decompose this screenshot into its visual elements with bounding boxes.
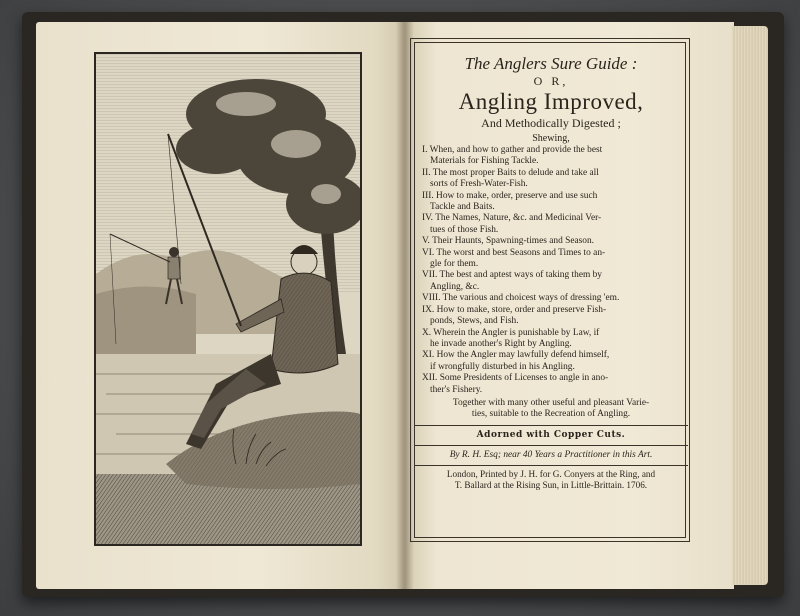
adorned-line: Adorned with Copper Cuts. xyxy=(476,429,626,440)
contents-line: II. The most proper Baits to delude and take all xyxy=(422,167,599,178)
contents-line: IV. The Names, Nature, &c. and Medicinal Ver- xyxy=(422,213,602,224)
contents-line: V. Their Haunts, Spawning-times and Season. xyxy=(422,236,595,247)
title-line: The Anglers Sure Guide : xyxy=(464,54,638,73)
divider xyxy=(414,465,688,466)
imprint-line: T. Ballard at the Rising Sun, in Little-Brittain. 1706. xyxy=(454,480,648,491)
contents-line: Tackle and Baits. xyxy=(430,202,495,213)
contents-line: VI. The worst and best Seasons and Times to an- xyxy=(422,247,606,258)
contents-line: ther's Fishery. xyxy=(430,384,483,395)
contents-line: I. When, and how to gather and provide the best xyxy=(422,145,603,155)
subtitle: And Methodically Digested ; xyxy=(481,116,621,130)
or-line: O R, xyxy=(533,74,569,88)
contents-line: gle for them. xyxy=(430,259,479,270)
contents-line: Angling, &c. xyxy=(430,281,480,292)
divider xyxy=(414,445,688,446)
contents-line: tues of those Fish. xyxy=(430,224,499,235)
contents-line: he invade another's Right by Angling. xyxy=(430,338,572,349)
main-title: Angling Improved, xyxy=(458,89,644,114)
contents-list xyxy=(420,145,682,396)
contents-line: X. Wherein the Angler is punishable by Law, if xyxy=(422,327,600,338)
contents-line: IX. How to make, store, order and preserve Fish- xyxy=(422,304,607,315)
page-edges xyxy=(732,26,768,585)
together-line: ties, suitable to the Recreation of Angling. xyxy=(471,409,631,420)
imprint-line: London, Printed by J. H. for G. Conyers at the Ring, and xyxy=(446,468,656,479)
contents-line: XI. How the Angler may lawfully defend himself, xyxy=(422,350,610,361)
title-page-text xyxy=(420,44,682,492)
contents-line: VII. The best and aptest ways of taking them by xyxy=(422,270,602,281)
contents-line: ponds, Stews, and Fish. xyxy=(430,316,519,327)
contents-line: Materials for Fishing Tackle. xyxy=(430,156,539,167)
contents-line: sorts of Fresh-Water-Fish. xyxy=(430,179,528,190)
contents-line: VIII. The various and choicest ways of dressing 'em. xyxy=(422,293,620,304)
shewing-line: Shewing, xyxy=(532,133,570,144)
frontispiece-engraving xyxy=(94,52,362,546)
together-line: Together with many other useful and pleasant Varie- xyxy=(452,397,650,408)
author-line: By R. H. Esq; near 40 Years a Practitioner in this Art. xyxy=(449,449,653,460)
contents-line: if wrongfully disturbed in his Angling. xyxy=(430,361,575,372)
divider xyxy=(414,425,688,426)
contents-line: XII. Some Presidents of Licenses to angle in ano- xyxy=(422,373,609,384)
engraving-illustration xyxy=(96,54,360,544)
contents-line: III. How to make, order, preserve and use such xyxy=(422,190,598,201)
